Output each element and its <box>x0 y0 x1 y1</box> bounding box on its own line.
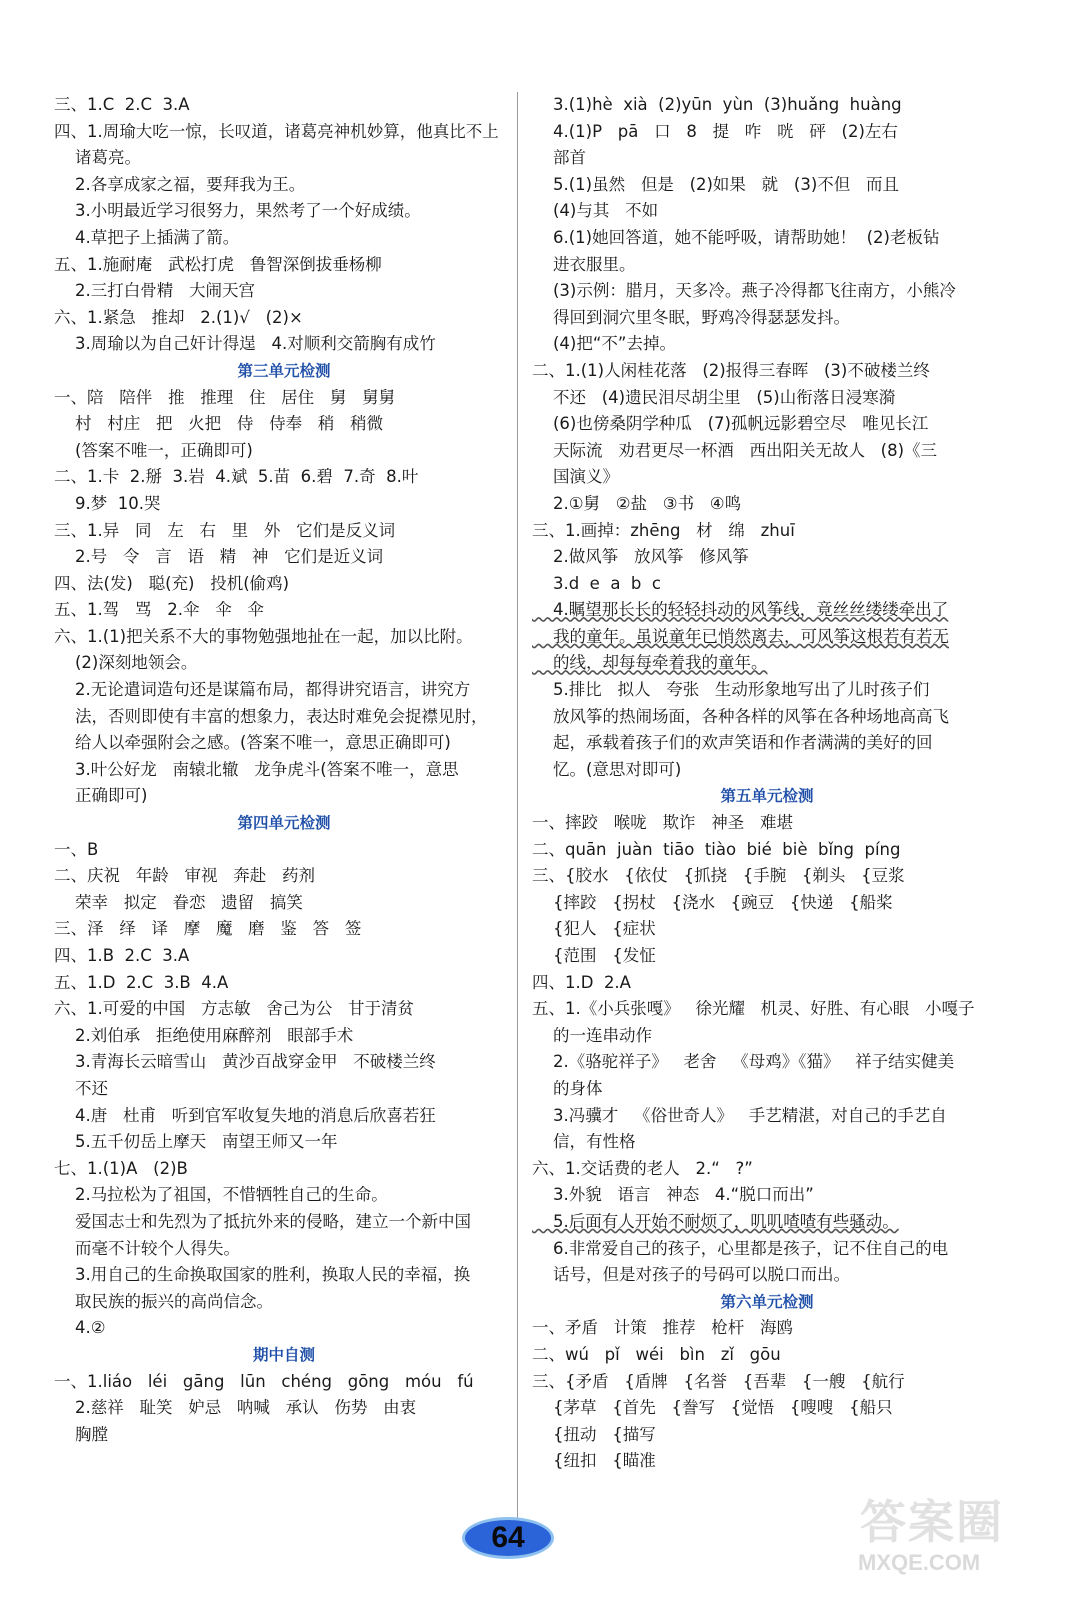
answer-text: 不还 (4)遗民泪尽胡尘里 (5)山衔落日浸寒漪 <box>532 387 896 407</box>
answer-line <box>54 1262 514 1289</box>
answer-text: 七、1.(1)A (2)B <box>54 1158 188 1178</box>
answer-text: {扭动 {描写 <box>532 1424 656 1444</box>
answer-text: 五、1.《小兵张嘎》 徐光耀 机灵、好胜、有心眼 小嘎子 <box>532 999 975 1019</box>
answer-line <box>54 491 514 518</box>
answer-line <box>532 1236 1002 1263</box>
answer-text: 5.五千仞岳上摩天 南望王师又一年 <box>54 1132 338 1152</box>
answer-line <box>54 1236 514 1263</box>
answer-text: 4.唐 杜甫 听到官军收复失地的消息后欣喜若狂 <box>54 1105 436 1125</box>
answer-line <box>532 624 1002 651</box>
answer-text: 六、1.可爱的中国 方志敏 舍己为公 甘于清贫 <box>54 999 414 1019</box>
answer-line <box>54 650 514 677</box>
answer-line <box>532 252 1002 279</box>
answer-line <box>54 252 514 279</box>
answer-line <box>54 385 514 412</box>
answer-line <box>54 704 514 731</box>
answer-line <box>532 863 1002 890</box>
answer-line <box>54 837 514 864</box>
answer-line <box>532 890 1002 917</box>
answer-line <box>54 544 514 571</box>
answer-line <box>532 571 1002 598</box>
answer-text: 诸葛亮。 <box>54 148 141 168</box>
answer-line <box>532 331 1002 358</box>
answer-text: 4.瞩望那长长的轻轻抖动的风筝线，竟丝丝缕缕牵出了 <box>532 600 949 620</box>
answer-text: 9.梦 10.哭 <box>54 493 161 513</box>
answer-line <box>54 411 514 438</box>
answer-text: 荣幸 拟定 眷恋 遗留 搞笑 <box>54 892 303 912</box>
answer-text: 3.外貌 语言 神态 4.“脱口而出” <box>532 1185 814 1205</box>
answer-text: 五、1.D 2.C 3.B 4.A <box>54 972 229 992</box>
answer-text: 六、1.交话费的老人 2.“ ?” <box>532 1158 753 1178</box>
answer-text: 二、quān juàn tiāo tiào bié biè bǐng píng <box>532 839 901 859</box>
answer-text: 五、1.驾 骂 2.伞 伞 伞 <box>54 600 264 620</box>
answer-line <box>532 837 1002 864</box>
answer-line <box>54 1209 514 1236</box>
answer-line <box>532 1448 1002 1475</box>
answer-text: (2)深刻地领会。 <box>54 653 198 673</box>
answer-line <box>532 1262 1002 1289</box>
answer-text: 二、庆祝 年龄 审视 奔赴 药剂 <box>54 866 315 886</box>
answer-text: 四、法(发) 聪(充) 投机(偷鸡) <box>54 573 290 593</box>
answer-line <box>54 597 514 624</box>
answer-line <box>54 119 514 146</box>
answer-line <box>532 438 1002 465</box>
answer-text: 3.青海长云暗雪山 黄沙百战穿金甲 不破楼兰终 <box>54 1052 436 1072</box>
answer-text: 3.(1)hè xià (2)yūn yùn (3)huǎng huàng <box>532 95 902 114</box>
answer-line <box>54 1103 514 1130</box>
answer-line <box>54 145 514 172</box>
answer-text: 一、矛盾 计策 推荐 枪杆 海鸥 <box>532 1318 793 1338</box>
answer-line <box>532 1422 1002 1449</box>
answer-text: {范围 {发怔 <box>532 946 656 965</box>
answer-text: 4.② <box>54 1318 106 1338</box>
answer-text: 3.冯骥才 《俗世奇人》 手艺精湛，对自己的手艺自 <box>532 1105 947 1125</box>
answer-text: 得回到洞穴里冬眠，野鸡冷得瑟瑟发抖。 <box>532 307 850 327</box>
answer-text: (4)与其 不如 <box>532 201 659 221</box>
answer-line <box>54 331 514 358</box>
answer-text: 2.各享成家之福，要拜我为王。 <box>54 174 306 194</box>
answer-line <box>54 730 514 757</box>
answer-line <box>54 890 514 917</box>
answer-line <box>532 943 1002 970</box>
answer-line <box>532 518 1002 545</box>
answer-text: {纽扣 {瞄准 <box>532 1451 656 1471</box>
answer-line <box>54 1422 514 1449</box>
answer-line <box>532 996 1002 1023</box>
answer-text: 3.叶公好龙 南辕北辙 龙争虎斗(答案不唯一，意思 <box>54 759 459 779</box>
answer-line <box>54 1049 514 1076</box>
answer-line <box>54 677 514 704</box>
answer-line <box>54 464 514 491</box>
answer-text: 三、{胶水 {依仗 {抓挠 {手腕 {剃头 {豆浆 <box>532 866 905 886</box>
answer-text: 一、陪 陪伴 推 推理 住 居住 舅 舅舅 <box>54 387 396 407</box>
answer-text: 三、1.画掉：zhēng 材 绵 zhuī <box>532 520 795 540</box>
answer-line <box>532 1209 1002 1236</box>
answer-text: 4.(1)P pā 口 8 提 咋 咣 砰 (2)左右 <box>532 121 898 141</box>
answer-line <box>532 225 1002 252</box>
answer-line <box>54 278 514 305</box>
answer-text: 部首 <box>532 148 586 168</box>
answer-line <box>54 1129 514 1156</box>
answer-text: 我的童年。虽说童年已悄然离去，可风筝这根若有若无 <box>532 626 949 646</box>
answer-text: 第三单元检测 <box>237 361 331 380</box>
answer-line <box>532 650 1002 677</box>
answer-text: (答案不唯一，正确即可) <box>54 440 253 460</box>
section-heading <box>54 1342 514 1369</box>
answer-text: 二、1.卡 2.掰 3.岩 4.斌 5.苗 6.碧 7.奇 8.叶 <box>54 467 419 487</box>
answer-text: {摔跤 {拐杖 {浇水 {豌豆 {快递 {船桨 <box>532 892 893 912</box>
answer-text: 3.周瑜以为自己奸计得逞 4.对顺利交箭胸有成竹 <box>54 334 436 354</box>
answer-line <box>54 996 514 1023</box>
answer-line <box>532 411 1002 438</box>
answer-text: 2.①舅 ②盐 ③书 ④鸣 <box>532 493 742 513</box>
answer-line <box>54 1076 514 1103</box>
answer-text: 第五单元检测 <box>720 787 814 806</box>
answer-line <box>54 757 514 784</box>
answer-line <box>532 1395 1002 1422</box>
answer-line <box>54 92 514 119</box>
answer-line <box>54 438 514 465</box>
answer-line <box>54 1156 514 1183</box>
answer-line <box>532 92 1002 119</box>
answer-text: 3.d e a b c <box>532 573 661 593</box>
answer-text: 三、1.C 2.C 3.A <box>54 95 190 114</box>
answer-text: 一、1.liáo léi gāng lūn chéng gōng móu fú <box>54 1371 474 1391</box>
answer-line <box>54 863 514 890</box>
answer-text: 5.后面有人开始不耐烦了，叽叽喳喳有些骚动。 <box>532 1211 899 1231</box>
answer-text: 的一连串动作 <box>532 1025 652 1045</box>
answer-text: 四、1.D 2.A <box>532 972 631 992</box>
answer-line <box>54 916 514 943</box>
answer-line <box>532 385 1002 412</box>
answer-text: 第六单元检测 <box>720 1292 814 1311</box>
answer-text: 三、泽 绎 译 摩 魔 磨 鉴 答 签 <box>54 919 362 939</box>
answer-line <box>532 704 1002 731</box>
answer-text: 天际流 劝君更尽一杯酒 西出阳关无故人 (8)《三 <box>532 440 938 460</box>
answer-line <box>532 1103 1002 1130</box>
answer-text: 不还 <box>54 1078 108 1098</box>
answer-text: 的线，却每每牵着我的童年。 <box>532 653 768 673</box>
answer-line <box>532 198 1002 225</box>
answer-text: {茅草 {首先 {誊写 {觉悟 {嗖嗖 {船只 <box>532 1398 893 1418</box>
answer-text: 三、1.异 同 左 右 里 外 它们是反义词 <box>54 520 396 540</box>
answer-line <box>532 677 1002 704</box>
answer-text: 法，否则即使有丰富的想象力，表达时难免会捉襟见肘， <box>54 706 488 726</box>
page-number-badge <box>462 1517 554 1559</box>
answer-line <box>54 1023 514 1050</box>
answer-text: 6.(1)她回答道，她不能呼吸，请帮助她！ (2)老板钻 <box>532 227 940 247</box>
answer-line <box>532 1049 1002 1076</box>
answer-line <box>532 1129 1002 1156</box>
answer-text: (3)示例：腊月，天多冷。燕子冷得都飞往南方，小熊冷 <box>532 281 956 301</box>
answer-text: 的身体 <box>532 1078 603 1098</box>
answer-text: 2.做风筝 放风筝 修风筝 <box>532 547 749 567</box>
answer-text: 话号，但是对孩子的号码可以脱口而出。 <box>532 1265 850 1285</box>
answer-text: 六、1.紧急 推却 2.(1)√ (2)× <box>54 307 303 327</box>
answer-text: 六、1.(1)把关系不大的事物勉强地扯在一起，加以比附。 <box>54 626 473 646</box>
answer-text: 起，承载着孩子们的欢声笑语和作者满满的美好的回 <box>532 733 933 753</box>
answer-line <box>54 1395 514 1422</box>
answer-text: 2.号 令 言 语 精 神 它们是近义词 <box>54 547 384 567</box>
answer-line <box>532 278 1002 305</box>
answer-line <box>54 624 514 651</box>
answer-line <box>532 1315 1002 1342</box>
column-divider <box>517 92 518 1537</box>
answer-text: 正确即可) <box>54 786 148 806</box>
answer-line <box>54 1315 514 1342</box>
answer-line <box>532 119 1002 146</box>
answer-text: 一、B <box>54 839 99 859</box>
answer-text: (6)也傍桑阴学种瓜 (7)孤帆远影碧空尽 唯见长江 <box>532 414 929 434</box>
answer-line <box>532 1369 1002 1396</box>
answer-line <box>532 730 1002 757</box>
watermark-url: MXQE.COM <box>858 1550 981 1575</box>
answer-line <box>532 1023 1002 1050</box>
answer-text: 2.《骆驼祥子》 老舍 《母鸡》《猫》 祥子结实健美 <box>532 1052 955 1072</box>
answer-text: 5.排比 拟人 夸张 生动形象地写出了儿时孩子们 <box>532 680 930 700</box>
answer-text: 2.无论遣词造句还是谋篇布局，都得讲究语言，讲究方 <box>54 680 471 700</box>
answer-text: 2.马拉松为了祖国，不惜牺牲自己的生命。 <box>54 1185 388 1205</box>
answer-text: 爱国志士和先烈为了抵抗外来的侵略，建立一个新中国 <box>54 1211 471 1231</box>
answer-line <box>532 464 1002 491</box>
answer-text: 6.非常爱自己的孩子，心里都是孩子，记不住自己的电 <box>532 1238 949 1258</box>
answer-text: 放风筝的热闹场面，各种各样的风筝在各种场地高高飞 <box>532 706 949 726</box>
answer-text: 二、wú pǐ wéi bìn zǐ gōu <box>532 1344 781 1364</box>
answer-line <box>532 358 1002 385</box>
answer-line <box>532 1156 1002 1183</box>
answer-text: 四、1.B 2.C 3.A <box>54 946 190 965</box>
answer-text: 第四单元检测 <box>237 814 331 833</box>
page-number: 64 <box>491 1521 525 1554</box>
answer-line <box>532 757 1002 784</box>
left-column <box>54 92 514 1448</box>
answer-text: 忆。(意思对即可) <box>532 759 682 779</box>
answer-line <box>532 145 1002 172</box>
answer-text: 四、1.周瑜大吃一惊，长叹道，诸葛亮神机妙算，他真比不上 <box>54 121 499 141</box>
section-heading <box>54 358 514 385</box>
answer-text: 取民族的振兴的高尚信念。 <box>54 1291 273 1311</box>
answer-line <box>532 172 1002 199</box>
answer-line <box>54 1182 514 1209</box>
answer-line <box>532 1076 1002 1103</box>
watermark-logo <box>840 1486 1040 1586</box>
answer-line <box>532 597 1002 624</box>
answer-line <box>532 491 1002 518</box>
answer-line <box>54 172 514 199</box>
answer-text: {犯人 {症状 <box>532 919 656 939</box>
watermark-text: 答案圈 <box>860 1495 1004 1549</box>
answer-text: 国演义》 <box>532 467 619 487</box>
answer-text: 三、{矛盾 {盾牌 {名誉 {吾辈 {一艘 {航行 <box>532 1371 905 1391</box>
answer-text: 村 村庄 把 火把 侍 侍奉 稍 稍微 <box>54 414 384 434</box>
section-heading <box>54 810 514 837</box>
answer-line <box>532 544 1002 571</box>
answer-line <box>532 1342 1002 1369</box>
answer-line <box>532 970 1002 997</box>
answer-text: 一、摔跤 喉咙 欺诈 神圣 难堪 <box>532 813 793 833</box>
answer-text: 2.刘伯承 拒绝使用麻醉剂 眼部手术 <box>54 1025 354 1045</box>
answer-line <box>54 518 514 545</box>
answer-line <box>54 1369 514 1396</box>
answer-text: 给人以牵强附会之感。(答案不唯一，意思正确即可) <box>54 733 451 753</box>
answer-line <box>54 943 514 970</box>
answer-line <box>532 1182 1002 1209</box>
section-heading <box>532 1289 1002 1316</box>
answer-text: 4.草把子上插满了箭。 <box>54 227 240 247</box>
answer-line <box>54 783 514 810</box>
right-column <box>532 92 1002 1475</box>
answer-line <box>54 970 514 997</box>
answer-line <box>532 305 1002 332</box>
answer-text: 期中自测 <box>252 1345 315 1364</box>
answer-line <box>54 198 514 225</box>
answer-text: 3.用自己的生命换取国家的胜利，换取人民的幸福，换 <box>54 1265 471 1285</box>
answer-text: 胸膛 <box>54 1424 108 1444</box>
answer-text: 3.小明最近学习很努力，果然考了一个好成绩。 <box>54 201 421 221</box>
section-heading <box>532 783 1002 810</box>
answer-text: 2.三打白骨精 大闹天宫 <box>54 281 255 301</box>
answer-text: 信，有性格 <box>532 1132 636 1152</box>
answer-line <box>54 225 514 252</box>
answer-line <box>532 916 1002 943</box>
answer-text: (4)把“不”去掉。 <box>532 334 676 354</box>
answer-text: 二、1.(1)人闲桂花落 (2)报得三春晖 (3)不破楼兰终 <box>532 360 930 380</box>
answer-text: 进衣服里。 <box>532 254 636 274</box>
answer-text: 五、1.施耐庵 武松打虎 鲁智深倒拔垂杨柳 <box>54 254 382 274</box>
answer-line <box>54 1289 514 1316</box>
answer-text: 2.慈祥 耻笑 妒忌 呐喊 承认 伤势 由衷 <box>54 1398 417 1418</box>
answer-text: 而毫不计较个人得失。 <box>54 1238 240 1258</box>
answer-line <box>54 571 514 598</box>
answer-line <box>532 810 1002 837</box>
answer-text: 5.(1)虽然 但是 (2)如果 就 (3)不但 而且 <box>532 174 900 194</box>
answer-line <box>54 305 514 332</box>
